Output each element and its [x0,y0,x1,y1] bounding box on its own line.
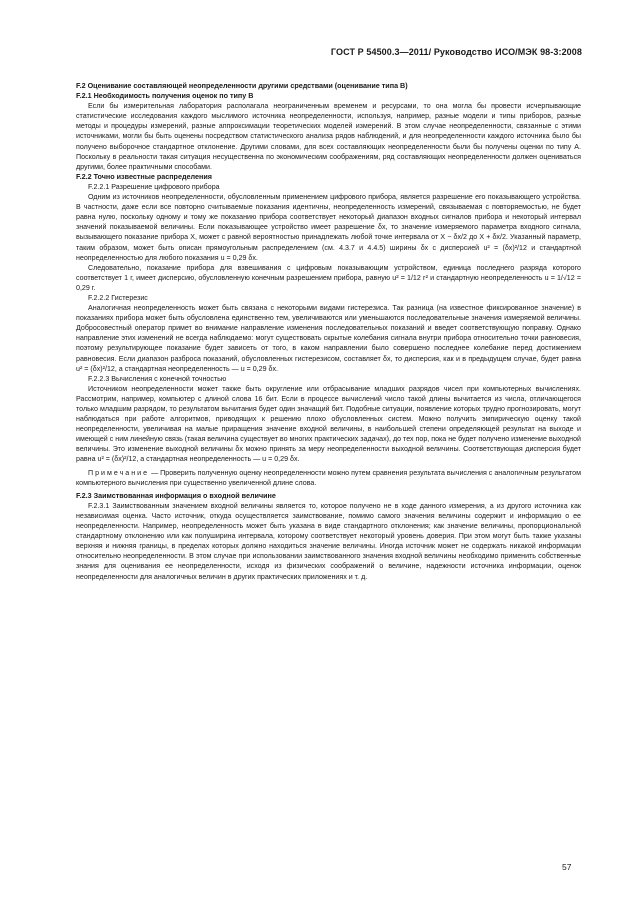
section-heading-f22: F.2.2 Точно известные распределения [76,171,212,181]
note-text: — Проверить полученную оценку неопределенности можно путем сравнения результата вычисления с аналогичным результатом компьютерного вычисления при существенно увеличенной длине слова. [76,468,581,487]
paragraph-f221-a: Одним из источников неопределенности, обусловленным применением цифрового прибора, является разрешение его показывающего устройства. В частности, даже если все повторно считываемые показания идентичны, неопределенность измерений, связываемая с повторяемостью, не будет равна нулю, поскольку одному и тому же показанию прибора соответствует некоторый диапазон входных сигналов прибора и некоторый интервал значений показываемой величины. Если показывающее устройство имеет разрешение δх, то значение измеряемого параметра входного сигнала, вызывающего показание прибора X, может с равной вероятностью принадлежать любой точке интервала от X − δх/2 до X + δх/2. Указанный параметр, таким образом, может быть описан прямоугольным распределением (см. 4.3.7 и 4.4.5) ширины δх с дисперсией u² = (δх)²/12 и стандартной неопределенностью для любого показания u = 0,29 δх. [76,193,581,262]
paragraph-f231: F.2.3.1 Заимствованным значением входной величины является то, которое получено не в ходе данного измерения, а из другого источника как независимая оценка. Часто источник, откуда осуществляется заимствование, помимо самого значения величины содержит и информацию о ее неопределенности. Например, неопределенность может быть указана в виде стандартного отклонения; как значение величины, пропорциональной стандартному отклонению или как полуширина интервала, которому соответствует некоторый уровень доверия. При этом могут быть также указаны верхняя и нижняя границы, в пределах которых должно находиться значение величины. Иногда источник может не содержать никакой информации относительно неопределенности. В этом случае при использовании заимствованного значения входной величины необходимо применить собственные знания для оценивания ее неопределенности, исходя из физических соображений о величине, надежности источника информации, оценок неопределенности для аналогичных величин в других практических приложениях и т. д. [76,501,581,581]
subsection-heading-f222: F.2.2.2 Гистерезис [88,293,148,302]
subsection-heading-f221: F.2.2.1 Разрешение цифрового прибора [88,182,220,191]
paragraph-f21: Если бы измерительная лаборатория располагала неограниченным временем и ресурсами, то она могла бы провести исчерпывающие статистические исследования каждого мыслимого источника неопределенности, используя, например, разные модели и типы приборов, разные методы и процедуры измерений, разные аппроксимации теоретических моделей измерений. В этом случае неопределенности, связанные с этими источниками, могли бы быть оценены посредством статистического анализа рядов наблюдений, и для неопределенности каждого источника было бы получено выборочное стандартное отклонение. Другими словами, для всех составляющих неопределенности были бы получены оценки по типу А. Поскольку в реальности такая ситуация несущественна по экономическим соображениям, ряд составляющих неопределенности должен оцениваться другими, более практичными способами. [76,102,581,171]
note-label: Примечание [88,468,150,477]
section-heading-f2: F.2 Оценивание составляющей неопределенности другими средствами (оценивание типа В) [76,81,408,90]
note-paragraph [76,468,581,488]
page-content [76,81,581,582]
paragraph-f222: Аналогичная неопределенность может быть связана с некоторыми видами гистерезиса. Так разница (на известное фиксированное значение) в показаниях прибора может быть обусловлена единственно тем, увеличиваются или уменьшаются последовательные значения измеряемой величины. Добросовестный оператор примет во внимание направление изменения последовательных показаний и введет соответствующую поправку. Однако направление этих изменений не всегда наблюдаемо: могут существовать скрытые колебания сигнала внутри прибора относительно точки равновесия, поэтому результирующее показание будет зависеть от того, в каком направлении было совершено последнее колебание перед достижением равновесия. Если диапазон разброса показаний, обусловленных гистерезисом, составляет δх, то дисперсия, как и в предыдущем случае, будет равна u² = (δх)²/12, а стандартная неопределенность — u = 0,29 δх. [76,304,581,373]
paragraph-f221-b: Следовательно, показание прибора для взвешивания с цифровым показывающим устройством, единица последнего разряда которого соответствует 1 г, имеет дисперсию, обусловленную конечным разрешением прибора, равную u² = 1/12 г² и стандартную неопределенность u = 1/√12 = 0,29 г. [76,263,581,292]
section-heading-f23: F.2.3 Заимствованная информация о входной величине [76,490,276,500]
page-header: ГОСТ Р 54500.3—2011/ Руководство ИСО/МЭК 98-3:2008 [330,47,582,57]
paragraph-f223: Источником неопределенности может также быть округление или отбрасывание младших разрядов чисел при компьютерных вычислениях. Рассмотрим, например, компьютер с длиной слова 16 бит. Если в процессе вычислений число такой длины вычитается из числа, отличающегося только младшим разрядом, то результатом вычитания будет один значащий бит. Подобные ситуации, появление которых трудно прогнозировать, могут наблюдаться при работе алгоритмов, приводящих к решению плохо обусловленных систем. Можно получить эмпирическую оценку такой неопределенности, увеличивая на малые приращения значение входной величины, в наибольшей степени определяющей результат на выходе и имеющей с ним линейную связь (такая величина существует во многих практических задачах), до тех пор, пока не будет получено изменение выходной величины. Это изменение выходной величины δх можно принять за меру неопределенности выходной величины. Соответствующая дисперсия будет равна u² = (δх)²/12, а стандартная неопределенность — u = 0,29 δх. [76,384,581,464]
section-heading-f21: F.2.1 Необходимость получения оценок по типу В [76,91,254,101]
page-number: 57 [562,862,572,872]
subsection-heading-f223: F.2.2.3 Вычисления с конечной точностью [88,374,227,383]
